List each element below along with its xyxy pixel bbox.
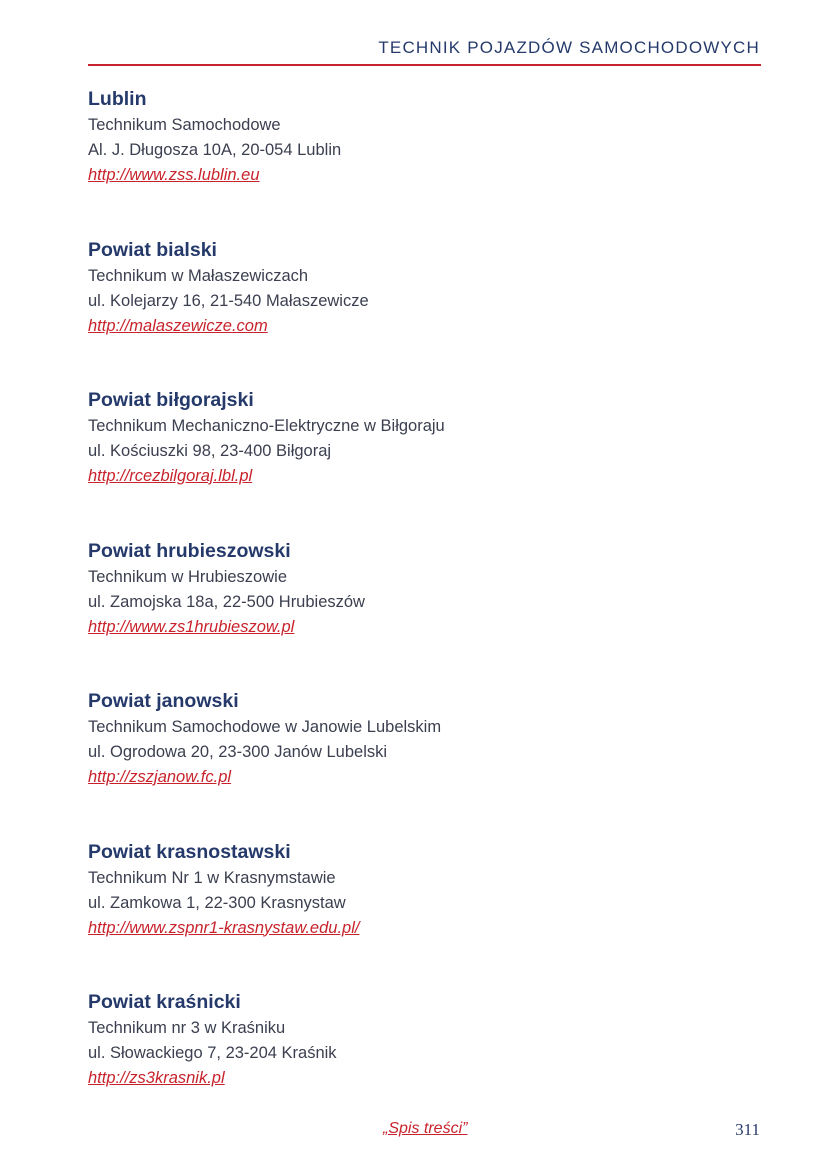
school-entry [88,86,768,237]
school-address: ul. Kolejarzy 16, 21-540 Małaszewicze [88,291,369,310]
school-entry [88,237,768,388]
school-name: Technikum nr 3 w Kraśniku [88,1019,286,1037]
school-name: Technikum Samochodowe [88,116,281,134]
school-list [88,86,768,1140]
school-website-link[interactable]: http://zszjanow.fc.pl [88,768,232,786]
school-entry [88,538,768,689]
school-website-link[interactable]: http://zs3krasnik.pl [88,1069,225,1087]
school-name: Technikum Nr 1 w Krasnymstawie [88,868,336,887]
school-website-link[interactable]: http://www.zss.lublin.eu [88,166,260,184]
school-address: ul. Ogrodowa 20, 23-300 Janów Lubelski [88,743,388,761]
region-heading: Powiat krasnostawski [88,840,291,863]
region-heading: Powiat janowski [88,690,239,712]
school-address: ul. Zamojska 18a, 22-500 Hrubieszów [88,592,365,611]
region-heading: Powiat bialski [88,238,217,261]
region-heading: Powiat biłgorajski [88,389,254,411]
school-name: Technikum Mechaniczno-Elektryczne w Biłgoraju [88,417,445,435]
header-divider [88,64,761,66]
page-number: 311 [735,1120,760,1139]
school-address: ul. Zamkowa 1, 22-300 Krasnystaw [88,893,346,912]
school-name: Technikum w Hrubieszowie [88,567,287,586]
school-address: Al. J. Długosza 10A, 20-054 Lublin [88,141,342,159]
school-website-link[interactable]: http://www.zs1hrubieszow.pl [88,617,295,636]
school-name: Technikum w Małaszewiczach [88,266,309,285]
table-of-contents-link[interactable]: „Spis treści” [383,1120,468,1137]
school-website-link[interactable]: http://www.zspnr1-krasnystaw.edu.pl/ [88,918,360,937]
running-header-title: TECHNIK POJAZDÓW SAMOCHODOWYCH [378,38,760,57]
region-heading: Powiat hrubieszowski [88,539,291,562]
region-heading: Powiat kraśnicki [88,991,241,1013]
school-entry [88,688,768,839]
school-website-link[interactable]: http://malaszewicze.com [88,316,268,335]
school-entry [88,989,768,1140]
school-address: ul. Słowackiego 7, 23-204 Kraśnik [88,1044,337,1062]
school-website-link[interactable]: http://rcezbilgoraj.lbl.pl [88,467,253,485]
region-heading: Lublin [88,88,147,110]
school-address: ul. Kościuszki 98, 23-400 Biłgoraj [88,442,332,460]
school-entry [88,387,768,538]
school-name: Technikum Samochodowe w Janowie Lubelskim [88,718,442,736]
school-entry [88,839,768,990]
